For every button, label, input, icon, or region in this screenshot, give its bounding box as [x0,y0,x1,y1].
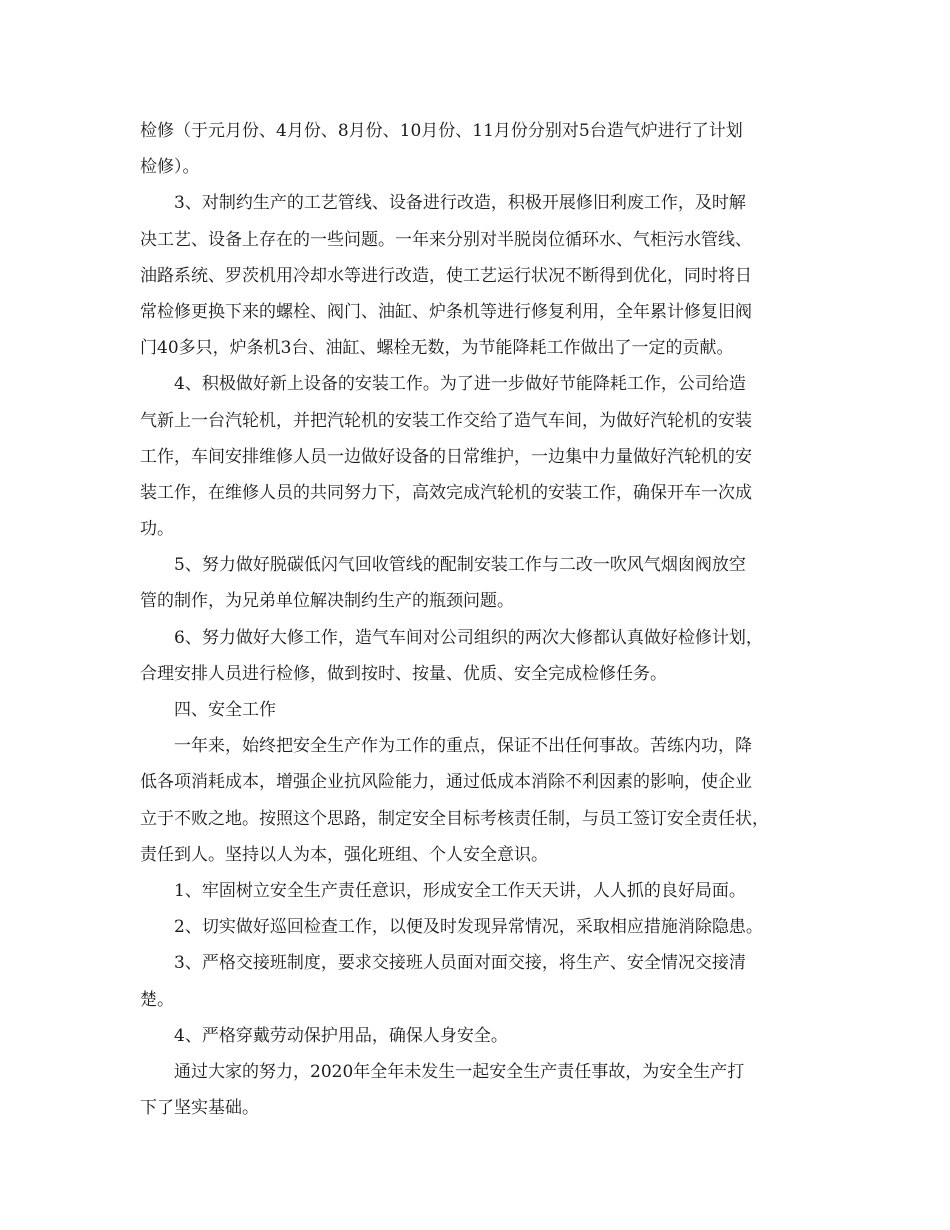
text-line: 2、切实做好巡回检查工作，以便及时发现异常情况，采取相应措施消除隐患。 [174,917,763,938]
text-line: 气新上一台汽轮机，并把汽轮机的安装工作交给了造气车间，为做好汽轮机的安装 [140,410,752,431]
document-body [140,113,820,1126]
text-line: 油路系统、罗茨机用冷却水等进行改造，使工艺运行状况不断得到优化，同时将日 [140,265,752,286]
text-line: 一年来，始终把安全生产作为工作的重点，保证不出任何事故。苦练内功，降 [174,736,752,757]
text-line: 6、努力做好大修工作，造气车间对公司组织的两次大修都认真做好检修计划， [174,627,763,648]
text-line: 低各项消耗成本，增强企业抗风险能力，通过低成本消除不利因素的影响，使企业 [140,772,752,793]
text-line: 通过大家的努力，2020年全年未发生一起安全生产责任事故，为安全生产打 [174,1061,745,1082]
text-line: 功。 [140,519,174,540]
text-line: 常检修更换下来的螺栓、阀门、油缸、炉条机等进行修复利用，全年累计修复旧阀 [140,301,752,322]
text-line: 检修（于元月份、4月份、8月份、10月份、11月份分别对5台造气炉进行了计划 [140,121,743,141]
text-line: 责任到人。坚持以人为本，强化班组、个人安全意识。 [140,844,548,865]
text-line: 1、牢固树立安全生产责任意识，形成安全工作天天讲，人人抓的良好局面。 [174,880,746,901]
text-line: 下了坚实基础。 [140,1098,259,1119]
text-line: 门40多只，炉条机3台、油缸、螺栓无数，为节能降耗工作做出了一定的贡献。 [140,338,734,359]
text-line: 管的制作，为兄弟单位解决制约生产的瓶颈问题。 [140,591,514,612]
text-line: 3、对制约生产的工艺管线、设备进行改造，积极开展修旧利废工作，及时解 [174,193,746,214]
text-line: 3、严格交接班制度，要求交接班人员面对面交接，将生产、安全情况交接清 [174,953,746,974]
text-line: 合理安排人员进行检修，做到按时、按量、优质、安全完成检修任务。 [140,663,667,684]
text-line: 立于不败之地。按照这个思路，制定安全目标考核责任制，与员工签订安全责任状， [140,808,769,829]
text-line: 四、安全工作 [174,700,276,720]
text-line: 5、努力做好脱碳低闪气回收管线的配制安装工作与二改一吹风气烟囱阀放空 [174,555,746,576]
text-line: 决工艺、设备上存在的一些问题。一年来分别对半脱岗位循环水、气柜污水管线、 [140,229,752,250]
text-line: 楚。 [140,989,174,1010]
text-line: 工作，车间安排维修人员一边做好设备的日常维护，一边集中力量做好汽轮机的安 [140,446,752,467]
text-line: 检修）。 [140,157,200,178]
text-line: 4、积极做好新上设备的安装工作。为了进一步做好节能降耗工作，公司给造 [174,374,746,395]
text-line: 4、严格穿戴劳动保护用品，确保人身安全。 [174,1025,508,1046]
text-line: 装工作，在维修人员的共同努力下，高效完成汽轮机的安装工作，确保开车一次成 [140,482,752,503]
